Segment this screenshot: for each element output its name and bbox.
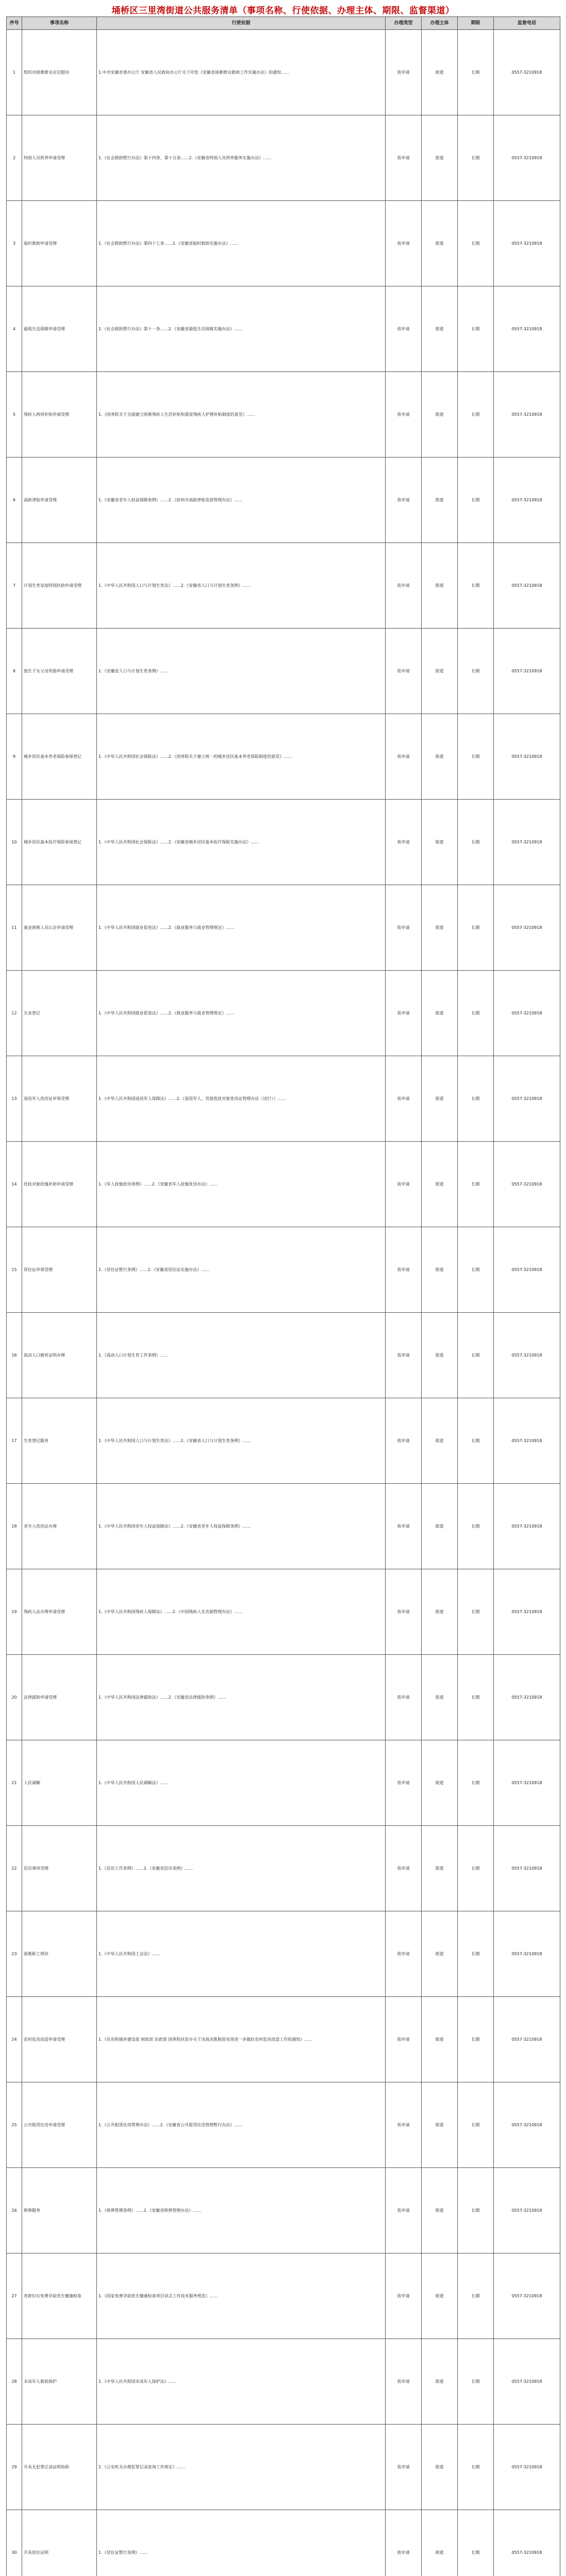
cell-phone: 0557-3210918 bbox=[494, 30, 560, 115]
cell-no: 7 bbox=[7, 543, 22, 629]
cell-basis: 1.《中华人民共和国工会法》…… bbox=[97, 1911, 386, 1997]
cell-type: 依申请 bbox=[386, 1740, 422, 1826]
cell-type: 依申请 bbox=[386, 1056, 422, 1142]
cell-name: 退役军人优待证申领受理 bbox=[22, 1056, 97, 1142]
cell-type: 依申请 bbox=[386, 2425, 422, 2510]
cell-basis: 1.《中华人民共和国人民调解法》…… bbox=[97, 1740, 386, 1826]
cell-no: 1 bbox=[7, 30, 22, 115]
cell-subject: 街道 bbox=[422, 1826, 458, 1911]
cell-type: 依申请 bbox=[386, 1313, 422, 1398]
cell-type: 依申请 bbox=[386, 1227, 422, 1313]
cell-no: 3 bbox=[7, 201, 22, 286]
cell-no: 21 bbox=[7, 1740, 22, 1826]
cell-name: 就业困难人员认定申请受理 bbox=[22, 885, 97, 971]
cell-no: 14 bbox=[7, 1142, 22, 1227]
table-row bbox=[7, 2253, 560, 2339]
cell-limit: 长期 bbox=[458, 1484, 494, 1569]
cell-name: 城乡居民基本养老保险参保登记 bbox=[22, 714, 97, 800]
cell-no: 27 bbox=[7, 2253, 22, 2339]
cell-name: 独生子女父母奖励申请受理 bbox=[22, 629, 97, 714]
cell-limit: 长期 bbox=[458, 971, 494, 1056]
cell-limit: 长期 bbox=[458, 30, 494, 115]
cell-type: 依申请 bbox=[386, 286, 422, 372]
cell-subject: 街道 bbox=[422, 2425, 458, 2510]
cell-basis: 1.《社会救助暂行办法》第四十七条……2.《安徽省临时救助实施办法》…… bbox=[97, 201, 386, 286]
cell-name: 特困人员供养申请受理 bbox=[22, 115, 97, 201]
table-row bbox=[7, 372, 560, 457]
cell-no: 25 bbox=[7, 2082, 22, 2168]
cell-limit: 长期 bbox=[458, 286, 494, 372]
cell-subject: 街道 bbox=[422, 1142, 458, 1227]
cell-phone: 0557-3210918 bbox=[494, 2082, 560, 2168]
table-row bbox=[7, 800, 560, 885]
cell-type: 依申请 bbox=[386, 1997, 422, 2082]
cell-no: 13 bbox=[7, 1056, 22, 1142]
cell-basis: 1.《中华人民共和国社会保险法》……2.《安徽省城乡居民基本医疗保险实施办法》…… bbox=[97, 800, 386, 885]
cell-phone: 0557-3210918 bbox=[494, 800, 560, 885]
cell-no: 26 bbox=[7, 2168, 22, 2253]
header-limit: 期限 bbox=[458, 17, 494, 30]
cell-name: 困难职工帮扶 bbox=[22, 1911, 97, 1997]
header-type: 办理类型 bbox=[386, 17, 422, 30]
cell-name: 流动人口婚育证明办理 bbox=[22, 1313, 97, 1398]
cell-name: 开具居住证明 bbox=[22, 2510, 97, 2576]
cell-basis: 1.《安徽省人口与计划生育条例》…… bbox=[97, 629, 386, 714]
table-row bbox=[7, 201, 560, 286]
cell-name: 未成年人救助保护 bbox=[22, 2339, 97, 2425]
cell-subject: 街道 bbox=[422, 1740, 458, 1826]
cell-name: 失业登记 bbox=[22, 971, 97, 1056]
cell-type: 依申请 bbox=[386, 2082, 422, 2168]
cell-phone: 0557-3210918 bbox=[494, 1911, 560, 1997]
cell-basis: 1.《国务院关于全面建立困难残疾人生活补贴和重度残疾人护理补贴制度的意见》…… bbox=[97, 372, 386, 457]
cell-subject: 街道 bbox=[422, 1569, 458, 1655]
table-header-row bbox=[7, 17, 560, 30]
cell-basis: 1.《中华人民共和国残疾人保障法》……2.《中国残疾人实名制管理办法》…… bbox=[97, 1569, 386, 1655]
cell-type: 依申请 bbox=[386, 1569, 422, 1655]
cell-phone: 0557-3210918 bbox=[494, 115, 560, 201]
table-row bbox=[7, 30, 560, 115]
cell-phone: 0557-3210918 bbox=[494, 629, 560, 714]
table-row bbox=[7, 1484, 560, 1569]
cell-name: 生育登记服务 bbox=[22, 1398, 97, 1484]
cell-limit: 长期 bbox=[458, 2339, 494, 2425]
cell-limit: 长期 bbox=[458, 2425, 494, 2510]
cell-limit: 长期 bbox=[458, 1056, 494, 1142]
cell-name: 农村危房改造申请受理 bbox=[22, 1997, 97, 2082]
cell-no: 19 bbox=[7, 1569, 22, 1655]
cell-phone: 0557-3210918 bbox=[494, 286, 560, 372]
cell-name: 城乡居民基本医疗保险参保登记 bbox=[22, 800, 97, 885]
cell-subject: 街道 bbox=[422, 800, 458, 885]
cell-basis: 1.《社会救助暂行办法》第十四条、第十五条……2.《安徽省特困人员供养服务实施办法》…… bbox=[97, 115, 386, 201]
cell-limit: 长期 bbox=[458, 2510, 494, 2576]
table-row bbox=[7, 1398, 560, 1484]
cell-phone: 0557-3210918 bbox=[494, 2253, 560, 2339]
cell-name: 高龄津贴申请受理 bbox=[22, 457, 97, 543]
cell-subject: 街道 bbox=[422, 1997, 458, 2082]
cell-limit: 长期 bbox=[458, 1398, 494, 1484]
cell-limit: 长期 bbox=[458, 1997, 494, 2082]
cell-limit: 长期 bbox=[458, 2168, 494, 2253]
cell-name: 公共租赁住房申请受理 bbox=[22, 2082, 97, 2168]
cell-limit: 长期 bbox=[458, 1227, 494, 1313]
cell-phone: 0557-3210918 bbox=[494, 2339, 560, 2425]
cell-type: 依申请 bbox=[386, 2168, 422, 2253]
cell-basis: 1.《安徽省老年人权益保障条例》……2.《宿州市高龄津贴发放管理办法》…… bbox=[97, 457, 386, 543]
cell-basis: 1.《中华人民共和国就业促进法》……2.《就业服务与就业管理规定》…… bbox=[97, 971, 386, 1056]
cell-no: 15 bbox=[7, 1227, 22, 1313]
cell-basis: 1.《居住证暂行条例》……2.《安徽省居住证实施办法》…… bbox=[97, 1227, 386, 1313]
cell-limit: 长期 bbox=[458, 115, 494, 201]
cell-no: 9 bbox=[7, 714, 22, 800]
table-row bbox=[7, 2510, 560, 2576]
table-row bbox=[7, 885, 560, 971]
cell-subject: 街道 bbox=[422, 2510, 458, 2576]
cell-subject: 街道 bbox=[422, 1484, 458, 1569]
table-row bbox=[7, 457, 560, 543]
cell-limit: 长期 bbox=[458, 2082, 494, 2168]
cell-type: 依申请 bbox=[386, 1655, 422, 1740]
cell-subject: 街道 bbox=[422, 2082, 458, 2168]
cell-no: 10 bbox=[7, 800, 22, 885]
cell-phone: 0557-3210918 bbox=[494, 714, 560, 800]
cell-basis: 1.《军人抚恤优待条例》……2.《安徽省军人抚恤优待办法》…… bbox=[97, 1142, 386, 1227]
cell-basis: 1.《中华人民共和国人口与计划生育法》……2.《安徽省人口与计划生育条例》…… bbox=[97, 543, 386, 629]
cell-phone: 0557-3210918 bbox=[494, 1313, 560, 1398]
cell-name: 计划生育家庭特别扶助申请受理 bbox=[22, 543, 97, 629]
cell-name: 育龄妇女免费孕前优生健康检查 bbox=[22, 2253, 97, 2339]
cell-type: 依申请 bbox=[386, 115, 422, 201]
header-name: 事项名称 bbox=[22, 17, 97, 30]
cell-basis: 1.《中华人民共和国未成年人保护法》…… bbox=[97, 2339, 386, 2425]
cell-basis: 1.中共安徽省委办公厅 安徽省人民政府办公厅关于印发《安徽省困难群众救助工作实施办法》的通知…… bbox=[97, 30, 386, 115]
cell-phone: 0557-3210918 bbox=[494, 2510, 560, 2576]
cell-phone: 0557-3210918 bbox=[494, 1826, 560, 1911]
cell-basis: 1.《中华人民共和国就业促进法》……2.《就业服务与就业管理规定》…… bbox=[97, 885, 386, 971]
header-no: 序号 bbox=[7, 17, 22, 30]
cell-limit: 长期 bbox=[458, 457, 494, 543]
cell-limit: 长期 bbox=[458, 1142, 494, 1227]
cell-type: 依申请 bbox=[386, 885, 422, 971]
cell-type: 依申请 bbox=[386, 2253, 422, 2339]
table-row bbox=[7, 115, 560, 201]
cell-subject: 街道 bbox=[422, 543, 458, 629]
cell-limit: 长期 bbox=[458, 543, 494, 629]
cell-subject: 街道 bbox=[422, 457, 458, 543]
cell-subject: 街道 bbox=[422, 971, 458, 1056]
cell-subject: 街道 bbox=[422, 286, 458, 372]
cell-limit: 长期 bbox=[458, 201, 494, 286]
cell-no: 18 bbox=[7, 1484, 22, 1569]
cell-name: 老年人优待证办理 bbox=[22, 1484, 97, 1569]
table-row bbox=[7, 2082, 560, 2168]
cell-phone: 0557-3210918 bbox=[494, 1655, 560, 1740]
cell-type: 依申请 bbox=[386, 714, 422, 800]
cell-type: 依申请 bbox=[386, 2510, 422, 2576]
cell-basis: 1.《公安机关办理犯罪记录查询工作规定》…… bbox=[97, 2425, 386, 2510]
cell-no: 30 bbox=[7, 2510, 22, 2576]
cell-name: 信访事项受理 bbox=[22, 1826, 97, 1911]
cell-no: 23 bbox=[7, 1911, 22, 1997]
cell-basis: 1.《居住证暂行条例》…… bbox=[97, 2510, 386, 2576]
table-row bbox=[7, 543, 560, 629]
cell-no: 8 bbox=[7, 629, 22, 714]
cell-phone: 0557-3210918 bbox=[494, 201, 560, 286]
cell-name: 人民调解 bbox=[22, 1740, 97, 1826]
cell-basis: 1.《殡葬管理条例》……2.《安徽省殡葬管理办法》…… bbox=[97, 2168, 386, 2253]
cell-basis: 1.《社会救助暂行办法》第十一条……2.《安徽省最低生活保障实施办法》…… bbox=[97, 286, 386, 372]
cell-phone: 0557-3210918 bbox=[494, 1997, 560, 2082]
cell-phone: 0557-3210918 bbox=[494, 457, 560, 543]
cell-basis: 1.《中华人民共和国老年人权益保障法》……2.《安徽省老年人权益保障条例》…… bbox=[97, 1484, 386, 1569]
cell-subject: 街道 bbox=[422, 1056, 458, 1142]
table-row bbox=[7, 629, 560, 714]
cell-name: 组织对困难群众走访慰问 bbox=[22, 30, 97, 115]
cell-name: 殡葬服务 bbox=[22, 2168, 97, 2253]
cell-limit: 长期 bbox=[458, 1313, 494, 1398]
cell-type: 依申请 bbox=[386, 1484, 422, 1569]
cell-limit: 长期 bbox=[458, 1826, 494, 1911]
table-row bbox=[7, 286, 560, 372]
cell-phone: 0557-3210918 bbox=[494, 1056, 560, 1142]
cell-subject: 街道 bbox=[422, 1655, 458, 1740]
table-row bbox=[7, 1655, 560, 1740]
cell-phone: 0557-3210918 bbox=[494, 971, 560, 1056]
cell-basis: 1.《流动人口计划生育工作条例》…… bbox=[97, 1313, 386, 1398]
cell-subject: 街道 bbox=[422, 2168, 458, 2253]
cell-type: 依申请 bbox=[386, 800, 422, 885]
cell-subject: 街道 bbox=[422, 372, 458, 457]
cell-phone: 0557-3210918 bbox=[494, 1227, 560, 1313]
cell-subject: 街道 bbox=[422, 201, 458, 286]
cell-phone: 0557-3210918 bbox=[494, 1484, 560, 1569]
cell-type: 依申请 bbox=[386, 30, 422, 115]
cell-subject: 街道 bbox=[422, 115, 458, 201]
cell-basis: 1.《中华人民共和国退役军人保障法》……2.《退役军人、其他优抚对象优待证管理办法（试行）》…… bbox=[97, 1056, 386, 1142]
cell-phone: 0557-3210918 bbox=[494, 1740, 560, 1826]
cell-basis: 1.《公共租赁住房管理办法》……2.《安徽省公共租赁住房管理暂行办法》…… bbox=[97, 2082, 386, 2168]
cell-type: 依申请 bbox=[386, 372, 422, 457]
cell-basis: 1.《中华人民共和国人口与计划生育法》……2.《安徽省人口与计划生育条例》…… bbox=[97, 1398, 386, 1484]
cell-no: 29 bbox=[7, 2425, 22, 2510]
cell-subject: 街道 bbox=[422, 629, 458, 714]
table-body bbox=[7, 30, 560, 2576]
cell-limit: 长期 bbox=[458, 629, 494, 714]
cell-subject: 街道 bbox=[422, 885, 458, 971]
cell-no: 16 bbox=[7, 1313, 22, 1398]
cell-no: 22 bbox=[7, 1826, 22, 1911]
cell-no: 4 bbox=[7, 286, 22, 372]
cell-limit: 长期 bbox=[458, 800, 494, 885]
cell-name: 残疾人两项补贴申请受理 bbox=[22, 372, 97, 457]
cell-type: 依申请 bbox=[386, 971, 422, 1056]
cell-type: 依申请 bbox=[386, 1142, 422, 1227]
cell-limit: 长期 bbox=[458, 1911, 494, 1997]
table-row bbox=[7, 1997, 560, 2082]
cell-phone: 0557-3210918 bbox=[494, 1142, 560, 1227]
cell-type: 依申请 bbox=[386, 629, 422, 714]
cell-no: 2 bbox=[7, 115, 22, 201]
table-row bbox=[7, 1227, 560, 1313]
table-row bbox=[7, 1142, 560, 1227]
cell-no: 24 bbox=[7, 1997, 22, 2082]
table-row bbox=[7, 1740, 560, 1826]
header-basis: 行使依据 bbox=[97, 17, 386, 30]
cell-type: 依申请 bbox=[386, 2339, 422, 2425]
cell-name: 开具无犯罪记录证明协助 bbox=[22, 2425, 97, 2510]
table-row bbox=[7, 1826, 560, 1911]
cell-type: 依申请 bbox=[386, 1398, 422, 1484]
cell-phone: 0557-3210918 bbox=[494, 1569, 560, 1655]
cell-phone: 0557-3210918 bbox=[494, 2168, 560, 2253]
cell-no: 5 bbox=[7, 372, 22, 457]
table-row bbox=[7, 1313, 560, 1398]
cell-name: 优抚对象抚恤补助申请受理 bbox=[22, 1142, 97, 1227]
cell-basis: 1.《信访工作条例》……2.《安徽省信访条例》…… bbox=[97, 1826, 386, 1911]
cell-limit: 长期 bbox=[458, 1655, 494, 1740]
cell-subject: 街道 bbox=[422, 2339, 458, 2425]
cell-limit: 长期 bbox=[458, 372, 494, 457]
cell-phone: 0557-3210918 bbox=[494, 372, 560, 457]
cell-phone: 0557-3210918 bbox=[494, 1398, 560, 1484]
cell-type: 依申请 bbox=[386, 1826, 422, 1911]
cell-no: 20 bbox=[7, 1655, 22, 1740]
cell-name: 残疾人证办理申请受理 bbox=[22, 1569, 97, 1655]
table-row bbox=[7, 1569, 560, 1655]
cell-type: 依申请 bbox=[386, 543, 422, 629]
cell-type: 依申请 bbox=[386, 457, 422, 543]
cell-basis: 1.《中华人民共和国社会保险法》……2.《国务院关于建立统一的城乡居民基本养老保险制度的意见》…… bbox=[97, 714, 386, 800]
cell-limit: 长期 bbox=[458, 714, 494, 800]
table-row bbox=[7, 1056, 560, 1142]
cell-basis: 1.《国家免费孕前优生健康检查项目试点工作技术服务规范》…… bbox=[97, 2253, 386, 2339]
cell-limit: 长期 bbox=[458, 885, 494, 971]
cell-subject: 街道 bbox=[422, 2253, 458, 2339]
cell-name: 居住证申领受理 bbox=[22, 1227, 97, 1313]
cell-type: 依申请 bbox=[386, 1911, 422, 1997]
table-row bbox=[7, 1911, 560, 1997]
table-row bbox=[7, 2339, 560, 2425]
cell-basis: 1.《中华人民共和国法律援助法》……2.《安徽省法律援助条例》…… bbox=[97, 1655, 386, 1740]
cell-subject: 街道 bbox=[422, 714, 458, 800]
cell-name: 最低生活保障申请受理 bbox=[22, 286, 97, 372]
cell-no: 11 bbox=[7, 885, 22, 971]
cell-limit: 长期 bbox=[458, 1569, 494, 1655]
table-row bbox=[7, 2425, 560, 2510]
table-row bbox=[7, 714, 560, 800]
cell-limit: 长期 bbox=[458, 2253, 494, 2339]
cell-name: 临时救助申请受理 bbox=[22, 201, 97, 286]
cell-phone: 0557-3210918 bbox=[494, 885, 560, 971]
header-phone: 监督电话 bbox=[494, 17, 560, 30]
cell-subject: 街道 bbox=[422, 30, 458, 115]
header-subject: 办理主体 bbox=[422, 17, 458, 30]
cell-name: 法律援助申请受理 bbox=[22, 1655, 97, 1740]
cell-no: 17 bbox=[7, 1398, 22, 1484]
cell-subject: 街道 bbox=[422, 1227, 458, 1313]
cell-no: 12 bbox=[7, 971, 22, 1056]
cell-phone: 0557-3210918 bbox=[494, 543, 560, 629]
cell-limit: 长期 bbox=[458, 1740, 494, 1826]
cell-no: 28 bbox=[7, 2339, 22, 2425]
service-list-table bbox=[6, 16, 560, 2576]
cell-type: 依申请 bbox=[386, 201, 422, 286]
cell-subject: 街道 bbox=[422, 1911, 458, 1997]
page-title: 埇桥区三里湾街道公共服务清单（事项名称、行使依据、办理主体、期限、监督渠道） bbox=[111, 6, 455, 16]
cell-phone: 0557-3210918 bbox=[494, 2425, 560, 2510]
table-row bbox=[7, 2168, 560, 2253]
cell-subject: 街道 bbox=[422, 1313, 458, 1398]
table-row bbox=[7, 971, 560, 1056]
cell-subject: 街道 bbox=[422, 1398, 458, 1484]
cell-no: 6 bbox=[7, 457, 22, 543]
cell-basis: 1.《住房和城乡建设部 财政部 民政部 国务院扶贫办关于决战决胜脱贫攻坚进一步做好农村危房改造工作的通知》…… bbox=[97, 1997, 386, 2082]
